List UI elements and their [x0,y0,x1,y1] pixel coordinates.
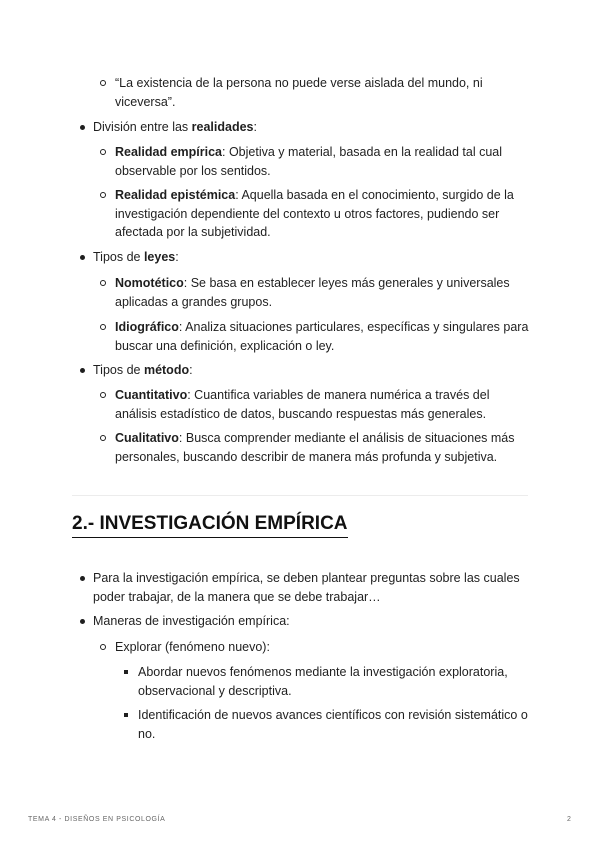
nomotetico-term: Nomotético [115,276,184,290]
maneras-text: Maneras de investigación empírica: [93,614,290,628]
disc-bullet-icon [80,255,85,260]
circle-bullet-icon [100,80,106,86]
list-item-cuantitativo [115,386,533,423]
list-item-realidad-empirica [115,143,533,180]
idiografico-text: : Analiza situaciones particulares, específicas y singulares para buscar una definición, explicación o ley. [115,320,529,353]
section-heading: 2.- INVESTIGACIÓN EMPÍRICA [72,512,348,538]
disc-bullet-icon [80,368,85,373]
circle-bullet-icon [100,392,106,398]
list-item-cualitativo [115,429,533,466]
circle-bullet-icon [100,644,106,650]
realidad-epistemica-term: Realidad epistémica [115,188,236,202]
list-item-explorar [115,638,533,657]
list-item-preguntas [93,569,533,606]
disc-bullet-icon [80,576,85,581]
circle-bullet-icon [100,324,106,330]
preguntas-text: Para la investigación empírica, se deben plantear preguntas sobre las cuales poder trabajar, de la manera que se debe trabajar… [93,571,520,604]
circle-bullet-icon [100,192,106,198]
metodo-suffix: : [189,363,193,377]
realidad-epistemica-text: : Aquella basada en el conocimiento, surgido de la investigación dependiente del contexto u otros factores, pudiendo ser afectada por la subjetividad. [115,188,514,239]
leyes-prefix: Tipos de [93,250,144,264]
cualitativo-term: Cualitativo [115,431,179,445]
list-item-metodo [93,361,533,380]
leyes-bold: leyes [143,250,176,264]
section-divider [72,495,528,496]
list-item-nomotetico [115,274,533,311]
abordar-text: Abordar nuevos fenómenos mediante la investigación exploratoria, observacional y descriptiva. [138,665,508,698]
square-bullet-icon [124,670,128,674]
cualitativo-text: : Busca comprender mediante el análisis de situaciones más personales, buscando describir de manera más profunda y subjetiva. [115,431,515,464]
cuantitativo-term: Cuantitativo [115,388,188,402]
cuantitativo-text: : Cuantifica variables de manera numérica a través del análisis estadístico de datos, buscando respuestas más generales. [115,388,490,421]
circle-bullet-icon [100,280,106,286]
metodo-prefix: Tipos de [93,363,144,377]
list-item-maneras [93,612,533,631]
list-item-quote [115,74,533,111]
realidades-bold: realidades [191,120,254,134]
circle-bullet-icon [100,435,106,441]
idiografico-term: Idiográfico [115,320,179,334]
leyes-suffix: : [175,250,179,264]
realidad-empirica-term: Realidad empírica [115,145,222,159]
list-item-realidad-epistemica [115,186,533,242]
quote-text: “La existencia de la persona no puede verse aislada del mundo, ni viceversa”. [115,76,483,109]
nomotetico-text: : Se basa en establecer leyes más generales y universales aplicadas a grandes grupos. [115,276,510,309]
realidades-prefix: División entre las [93,120,192,134]
square-bullet-icon [124,713,128,717]
circle-bullet-icon [100,149,106,155]
list-item-realidades [93,118,533,137]
explorar-text: Explorar (fenómeno nuevo): [115,640,270,654]
list-item-leyes [93,248,533,267]
realidades-suffix: : [253,120,257,134]
list-item-idiografico [115,318,533,355]
metodo-bold: método [143,363,190,377]
footer-title: TEMA 4 - DISEÑOS EN PSICOLOGÍA [28,816,166,823]
page-number: 2 [567,816,571,823]
list-item-abordar [138,663,533,700]
realidad-empirica-text: : Objetiva y material, basada en la realidad tal cual observable por los sentidos. [115,145,503,178]
identificacion-text: Identificación de nuevos avances científicos con revisión sistemático o no. [138,708,528,741]
disc-bullet-icon [80,619,85,624]
disc-bullet-icon [80,125,85,130]
list-item-identificacion [138,706,533,743]
